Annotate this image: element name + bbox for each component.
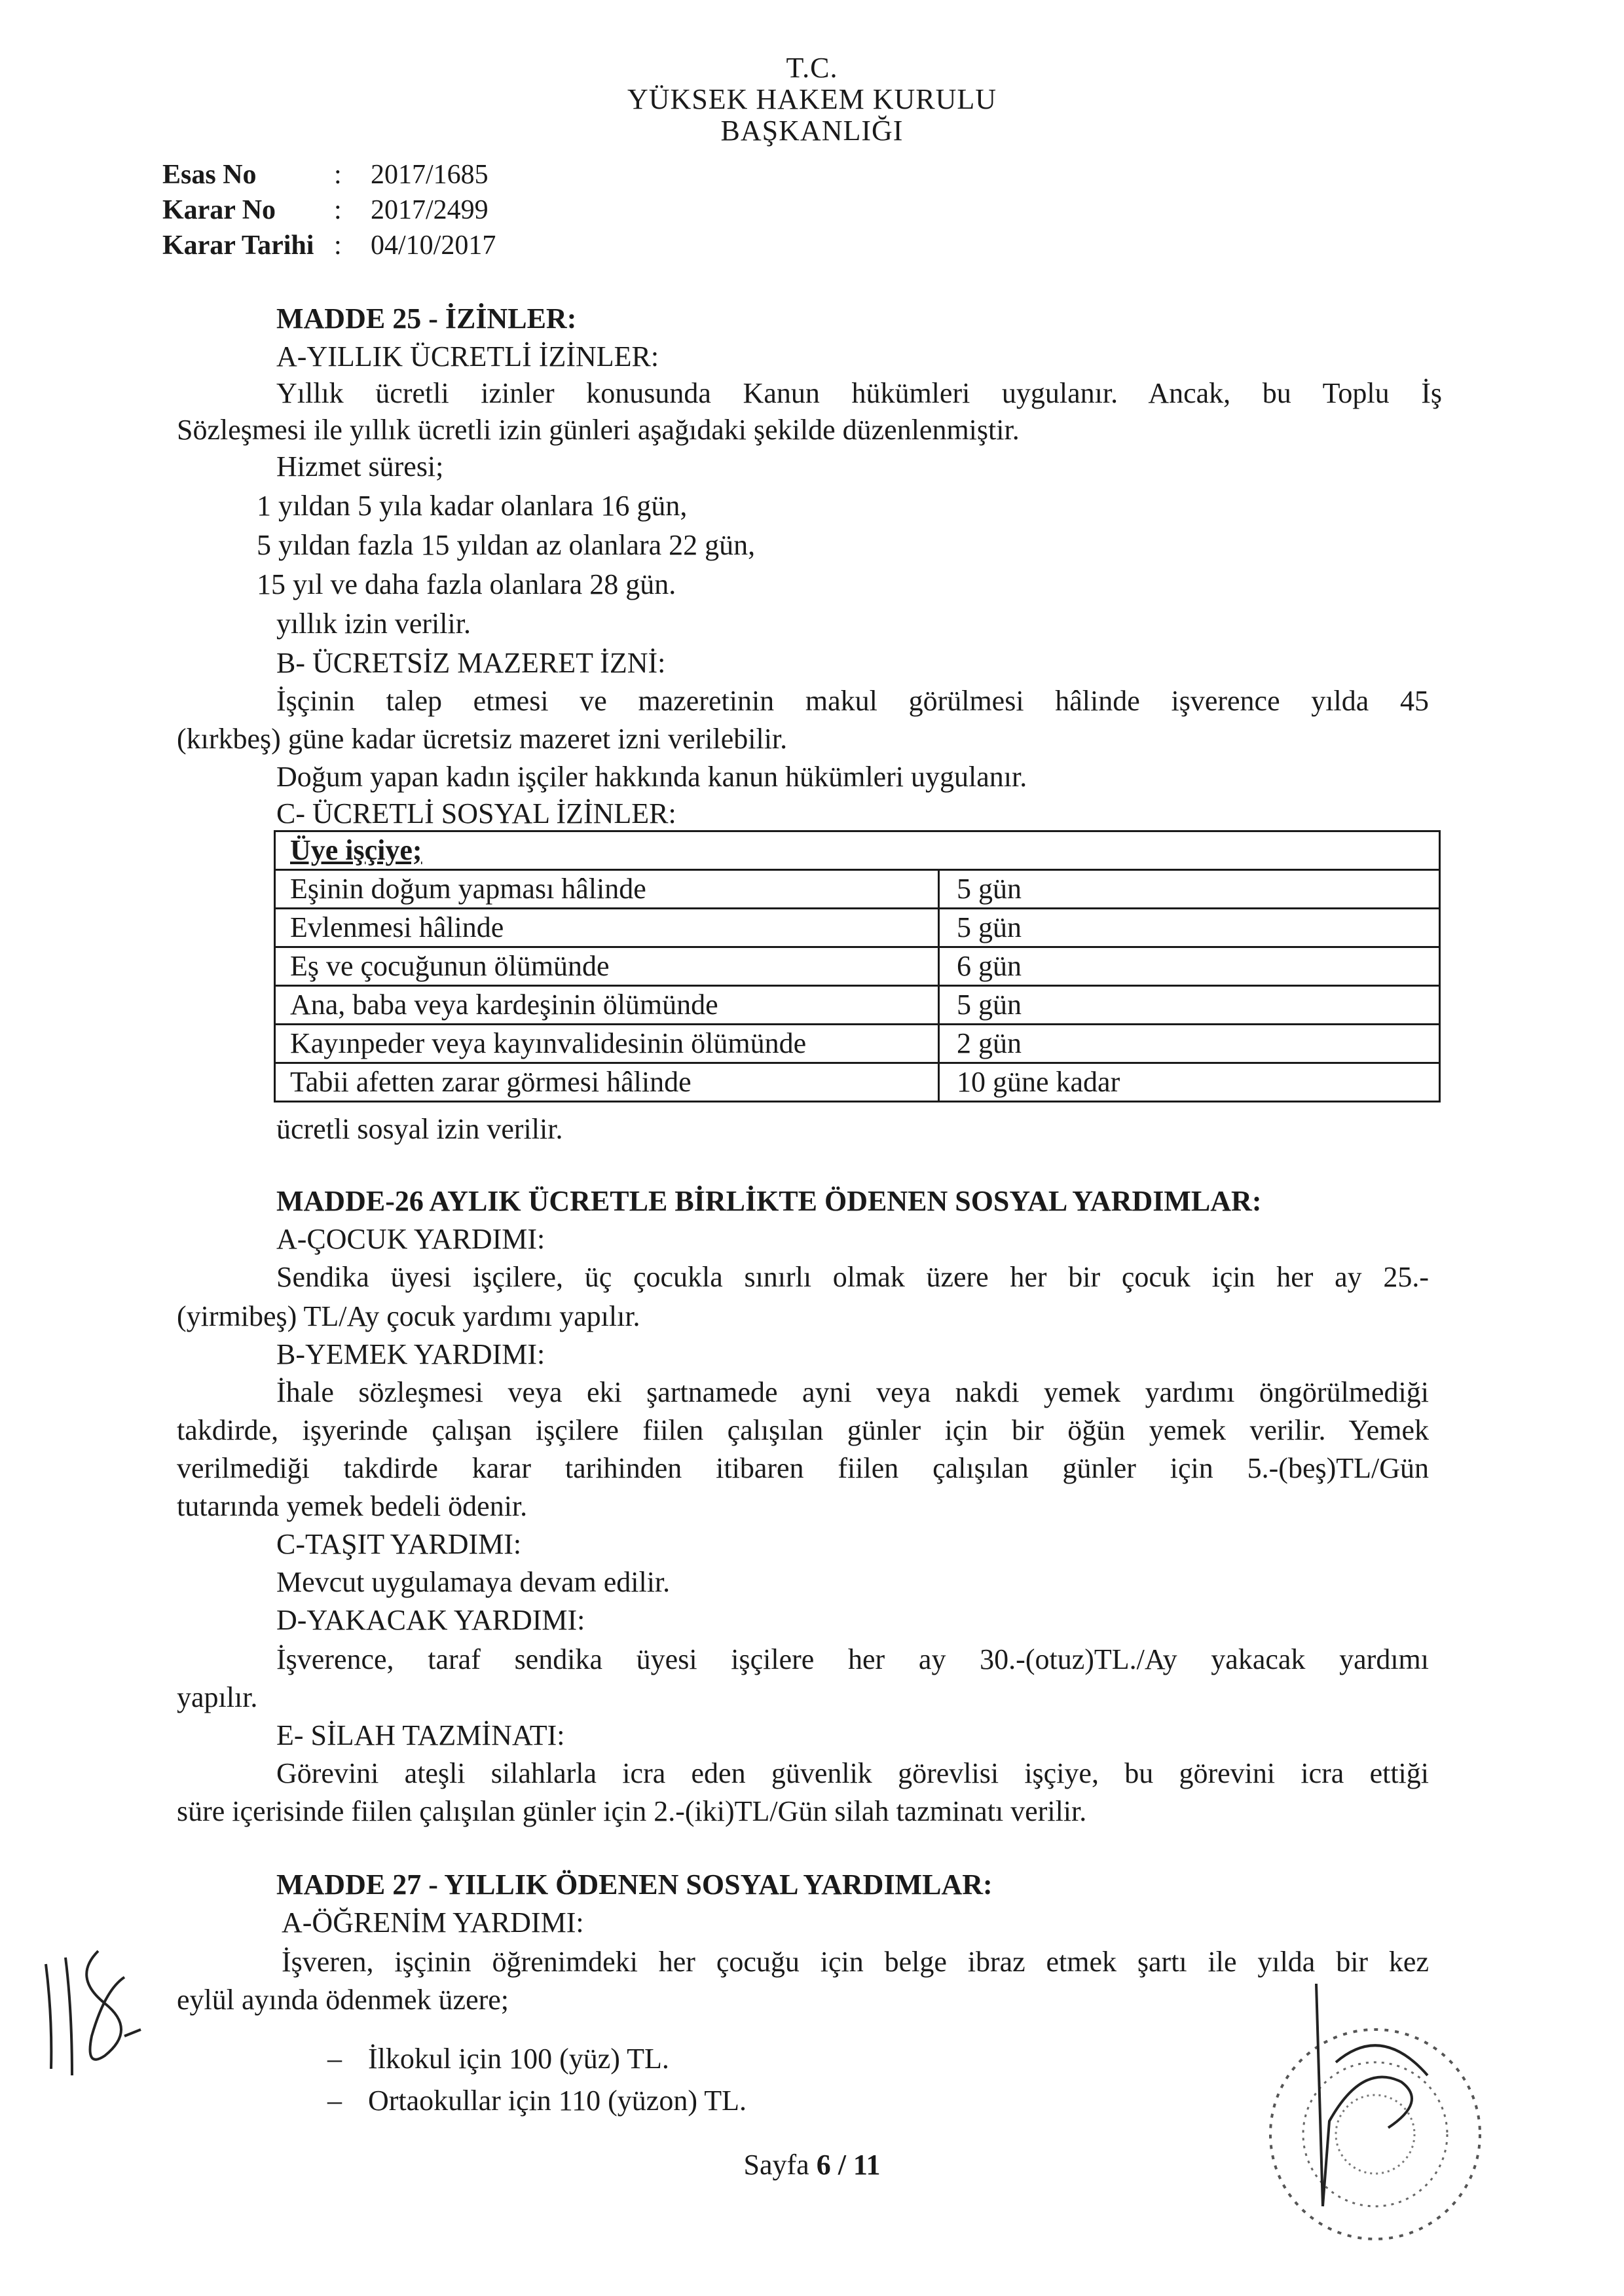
m27-bullet-2 xyxy=(327,2085,747,2117)
m25-table-after: ücretli sosyal izin verilir. xyxy=(276,1113,563,1145)
page-total: 11 xyxy=(853,2149,881,2181)
table-row xyxy=(275,986,1440,1025)
m25-b-para-line2: (kırkbeş) güne kadar ücretsiz mazeret izni verilebilir. xyxy=(177,723,788,755)
m27-a-line2: eylül ayında ödenmek üzere; xyxy=(177,1984,509,2016)
table-row xyxy=(275,870,1440,909)
handwritten-page-mark xyxy=(26,1938,157,2088)
m26-d-line2: yapılır. xyxy=(177,1681,258,1713)
m26-b-line3: verilmediği takdirde karar tarihinden itibaren fiilen çalışılan günler için 5.-(beş)TL/Gün xyxy=(177,1452,1429,1484)
m25-b-title: B- ÜCRETSİZ MAZERET İZNİ: xyxy=(276,647,666,679)
table-cell-value: 10 güne kadar xyxy=(939,1063,1440,1102)
header-tc: T.C. xyxy=(786,52,838,84)
page-current: 6 xyxy=(816,2149,831,2181)
m26-b-line4: tutarında yemek bedeli ödenir. xyxy=(177,1490,528,1522)
m26-b-title: B-YEMEK YARDIMI: xyxy=(276,1338,545,1370)
m26-c-title: C-TAŞIT YARDIMI: xyxy=(276,1528,522,1560)
karar-no-value: 2017/2499 xyxy=(371,195,489,225)
table-cell-label: Tabii afetten zarar görmesi hâlinde xyxy=(275,1063,939,1102)
table-cell-label: Eşinin doğum yapması hâlinde xyxy=(275,870,939,909)
m25-a-para-line2: Sözleşmesi ile yıllık ücretli izin günleri aşağıdaki şekilde düzenlenmiştir. xyxy=(177,414,1020,446)
page-sep: / xyxy=(830,2149,853,2181)
karar-no-row xyxy=(162,194,489,227)
table-cell-label: Eş ve çocuğunun ölümünde xyxy=(275,947,939,986)
karar-no-label: Karar No xyxy=(162,195,276,225)
m25-b-para-line1: İşçinin talep etmesi ve mazeretinin makul görülmesi hâlinde işverence yılda 45 xyxy=(276,685,1429,717)
m25-b-para-2: Doğum yapan kadın işçiler hakkında kanun hükümleri uygulanır. xyxy=(276,761,1027,793)
table-row xyxy=(275,1063,1440,1102)
official-stamp xyxy=(1231,1984,1506,2259)
karar-no-sep: : xyxy=(334,195,342,225)
karar-tarihi-sep: : xyxy=(334,230,342,261)
madde-26-title: MADDE-26 AYLIK ÜCRETLE BİRLİKTE ÖDENEN SOSYAL YARDIMLAR: xyxy=(276,1185,1262,1217)
sosyal-izin-table xyxy=(274,830,1441,1102)
bullet-dash: – xyxy=(327,2085,342,2117)
header-department: BAŞKANLIĞI xyxy=(720,115,904,147)
table-row xyxy=(275,1025,1440,1063)
m25-a-para-line1: Yıllık ücretli izinler konusunda Kanun hükümleri uygulanır. Ancak, bu Toplu İş xyxy=(276,377,1442,409)
bullet-text: Ortaokullar için 110 (yüzon) TL. xyxy=(368,2085,747,2117)
table-cell-label: Evlenmesi hâlinde xyxy=(275,909,939,947)
bullet-dash: – xyxy=(327,2043,342,2075)
table-cell-value: 6 gün xyxy=(939,947,1440,986)
m25-a-title: A-YILLIK ÜCRETLİ İZİNLER: xyxy=(276,340,659,373)
table-cell-value: 5 gün xyxy=(939,986,1440,1025)
esas-no-sep: : xyxy=(334,160,342,190)
m26-a-title: A-ÇOCUK YARDIMI: xyxy=(276,1223,545,1255)
table-cell-value: 5 gün xyxy=(939,909,1440,947)
m25-rule-1: 1 yıldan 5 yıla kadar olanlara 16 gün, xyxy=(257,490,688,522)
madde-27-title: MADDE 27 - YILLIK ÖDENEN SOSYAL YARDIMLAR: xyxy=(276,1868,993,1901)
m26-d-line1: İşverence, taraf sendika üyesi işçilere her ay 30.-(otuz)TL./Ay yakacak yardımı xyxy=(276,1643,1429,1675)
esas-no-value: 2017/1685 xyxy=(371,160,489,190)
header-institution: YÜKSEK HAKEM KURULU xyxy=(627,83,997,115)
m26-b-line1: İhale sözleşmesi veya eki şartnamede ayni veya nakdi yemek yardımı öngörülmediği xyxy=(276,1376,1429,1408)
m26-e-title: E- SİLAH TAZMİNATI: xyxy=(276,1719,565,1751)
m26-c-line1: Mevcut uygulamaya devam edilir. xyxy=(276,1566,671,1598)
page-prefix: Sayfa xyxy=(743,2149,817,2181)
m26-a-line1: Sendika üyesi işçilere, üç çocukla sınırlı olmak üzere her bir çocuk için her ay 25.- xyxy=(276,1261,1429,1293)
m27-a-line1: İşveren, işçinin öğrenimdeki her çocuğu için belge ibraz etmek şartı ile yılda bir kez xyxy=(282,1946,1429,1978)
table-header-row xyxy=(275,831,1440,870)
m26-b-line2: takdirde, işyerinde çalışan işçilere fiilen çalışılan günler için bir öğün yemek verilir. Yemek xyxy=(177,1414,1429,1446)
karar-tarihi-label: Karar Tarihi xyxy=(162,230,314,261)
table-cell-label: Kayınpeder veya kayınvalidesinin ölümünde xyxy=(275,1025,939,1063)
m25-hizmet-suresi: Hizmet süresi; xyxy=(276,450,444,483)
table-row xyxy=(275,909,1440,947)
table-cell-value: 5 gün xyxy=(939,870,1440,909)
table-cell-value: 2 gün xyxy=(939,1025,1440,1063)
m26-a-line2: (yirmibeş) TL/Ay çocuk yardımı yapılır. xyxy=(177,1300,640,1332)
m26-d-title: D-YAKACAK YARDIMI: xyxy=(276,1604,585,1636)
table-row xyxy=(275,947,1440,986)
table-header-cell: Üye işçiye; xyxy=(275,831,1440,870)
m26-e-line2: süre içerisinde fiilen çalışılan günler için 2.-(iki)TL/Gün silah tazminatı verilir. xyxy=(177,1795,1087,1827)
esas-no-row xyxy=(162,158,489,191)
table-cell-label: Ana, baba veya kardeşinin ölümünde xyxy=(275,986,939,1025)
m25-rule-2: 5 yıldan fazla 15 yıldan az olanlara 22 gün, xyxy=(257,529,756,561)
madde-25-title: MADDE 25 - İZİNLER: xyxy=(276,302,577,335)
esas-no-label: Esas No xyxy=(162,160,257,190)
bullet-text: İlkokul için 100 (yüz) TL. xyxy=(368,2043,669,2075)
karar-tarihi-value: 04/10/2017 xyxy=(371,230,496,261)
m26-e-line1: Görevini ateşli silahlarla icra eden güvenlik görevlisi işçiye, bu görevini icra ettiği xyxy=(276,1757,1429,1789)
karar-tarihi-row xyxy=(162,229,496,262)
m27-a-title: A-ÖĞRENİM YARDIMI: xyxy=(282,1906,584,1939)
m27-bullet-1 xyxy=(327,2043,669,2075)
m25-rule-3: 15 yıl ve daha fazla olanlara 28 gün. xyxy=(257,568,676,600)
m25-c-title: C- ÜCRETLİ SOSYAL İZİNLER: xyxy=(276,797,676,829)
m25-rule-4: yıllık izin verilir. xyxy=(276,608,471,640)
